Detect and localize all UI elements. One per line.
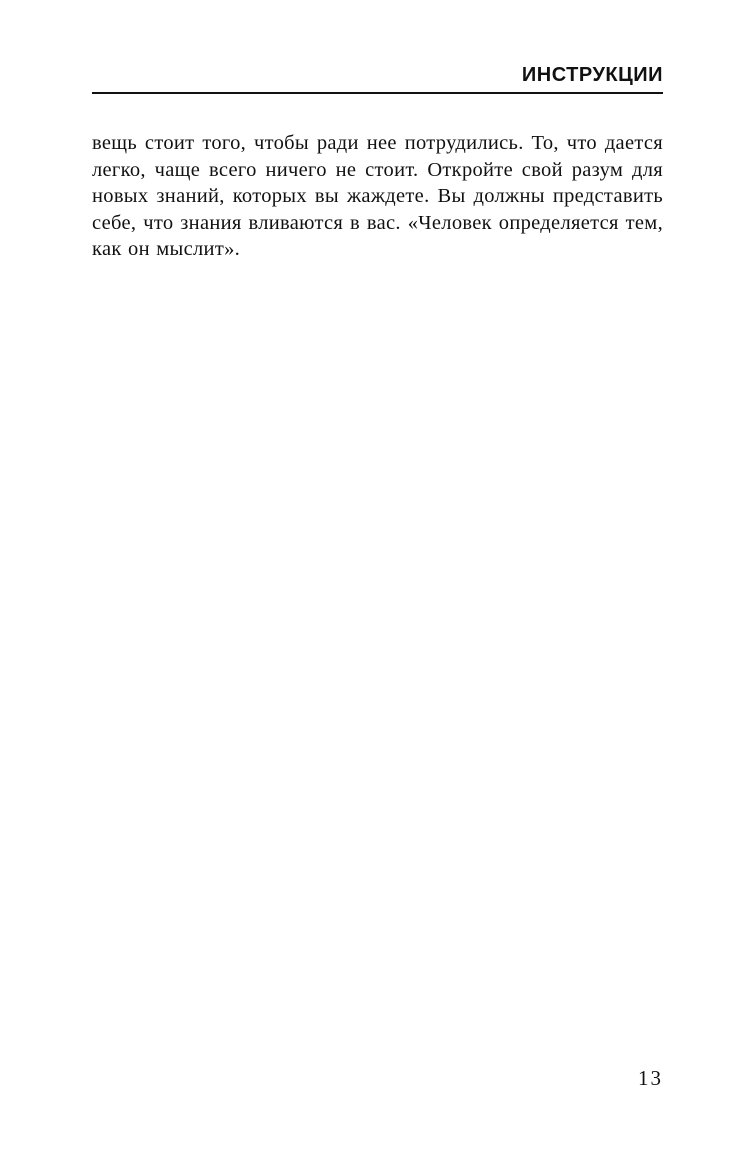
body-paragraph: вещь стоит того, чтобы ради нее потрудились. То, что дается легко, чаще всего ничего не стоит. Откройте свой разум для новых знаний, которых вы жаждете. Вы должны представить себе, что знания вливаются в вас. «Человек определяется тем, как он мыслит». — [92, 132, 663, 260]
page-number: 13 — [638, 1066, 663, 1090]
running-header-title: ИНСТРУКЦИИ — [521, 64, 663, 86]
running-header — [92, 62, 663, 94]
